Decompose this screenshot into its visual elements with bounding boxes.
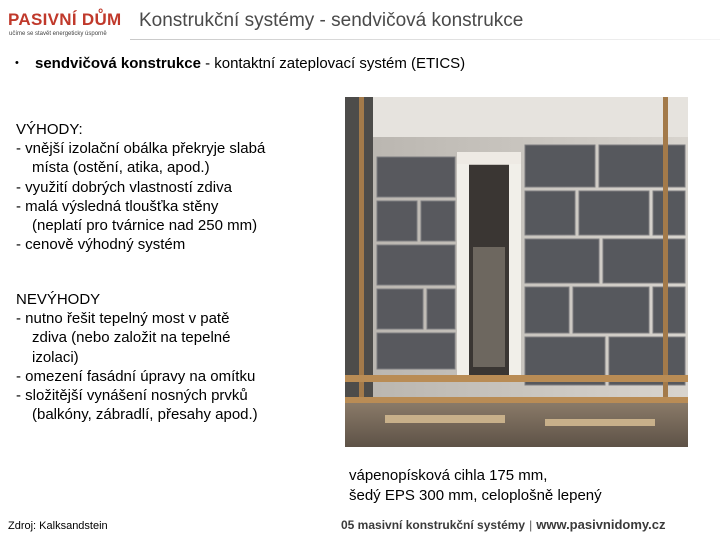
disadvantage-line: - složitější vynášení nosných prvků xyxy=(16,387,248,405)
source-note: Zdroj: Kalksandstein xyxy=(8,520,108,532)
advantage-line: - vnější izolační obálka překryje slabá xyxy=(16,140,266,158)
disadvantage-line: - nutno řešit tepelný most v patě xyxy=(16,310,230,328)
logo-text: PASIVNÍ DŮM xyxy=(8,10,122,29)
disadvantage-line: (balkóny, zábradlí, přesahy apod.) xyxy=(32,406,258,424)
bullet-bold-text: sendvičová konstrukce xyxy=(35,55,201,72)
disadvantage-line: - omezení fasádní úpravy na omítku xyxy=(16,367,256,385)
advantage-line: - využití dobrých vlastností zdiva xyxy=(16,178,232,196)
disadvantages-block xyxy=(16,290,258,424)
bullet-rest-text: - kontaktní zateplovací systém (ETICS) xyxy=(200,55,466,72)
advantage-line: (neplatí pro tvárnice nad 250 mm) xyxy=(32,217,258,235)
footer-website[interactable]: www.pasivnidomy.cz xyxy=(536,517,666,532)
disadvantage-line: izolaci) xyxy=(32,348,79,366)
bullet-symbol: • xyxy=(15,57,19,69)
disadvantages-heading: NEVÝHODY xyxy=(16,291,101,308)
logo-tagline: učíme se stavět energeticky úsporně xyxy=(9,31,107,37)
advantages-heading: VÝHODY: xyxy=(16,121,83,138)
advantage-line: - malá výsledná tloušťka stěny xyxy=(16,197,219,215)
slide-title: Konstrukční systémy - sendvičová konstrukce xyxy=(139,10,524,31)
disadvantage-line: zdiva (nebo založit na tepelné xyxy=(32,329,231,347)
main-bullet xyxy=(15,55,465,72)
advantages-block xyxy=(16,120,265,254)
caption-line: vápenopísková cihla 175 mm, xyxy=(349,467,548,484)
logo xyxy=(8,10,120,38)
photo-caption xyxy=(349,466,602,506)
construction-photo xyxy=(345,97,688,447)
advantage-line: místa (ostění, atika, apod.) xyxy=(32,159,210,177)
slide-footer xyxy=(341,517,666,532)
caption-line: šedý EPS 300 mm, celoplošně lepený xyxy=(349,487,602,504)
footer-separator: | xyxy=(529,518,533,532)
advantage-line: - cenově výhodný systém xyxy=(16,236,186,254)
title-divider xyxy=(130,39,720,40)
footer-slide-label: 05 masivní konstrukční systémy xyxy=(341,518,526,532)
